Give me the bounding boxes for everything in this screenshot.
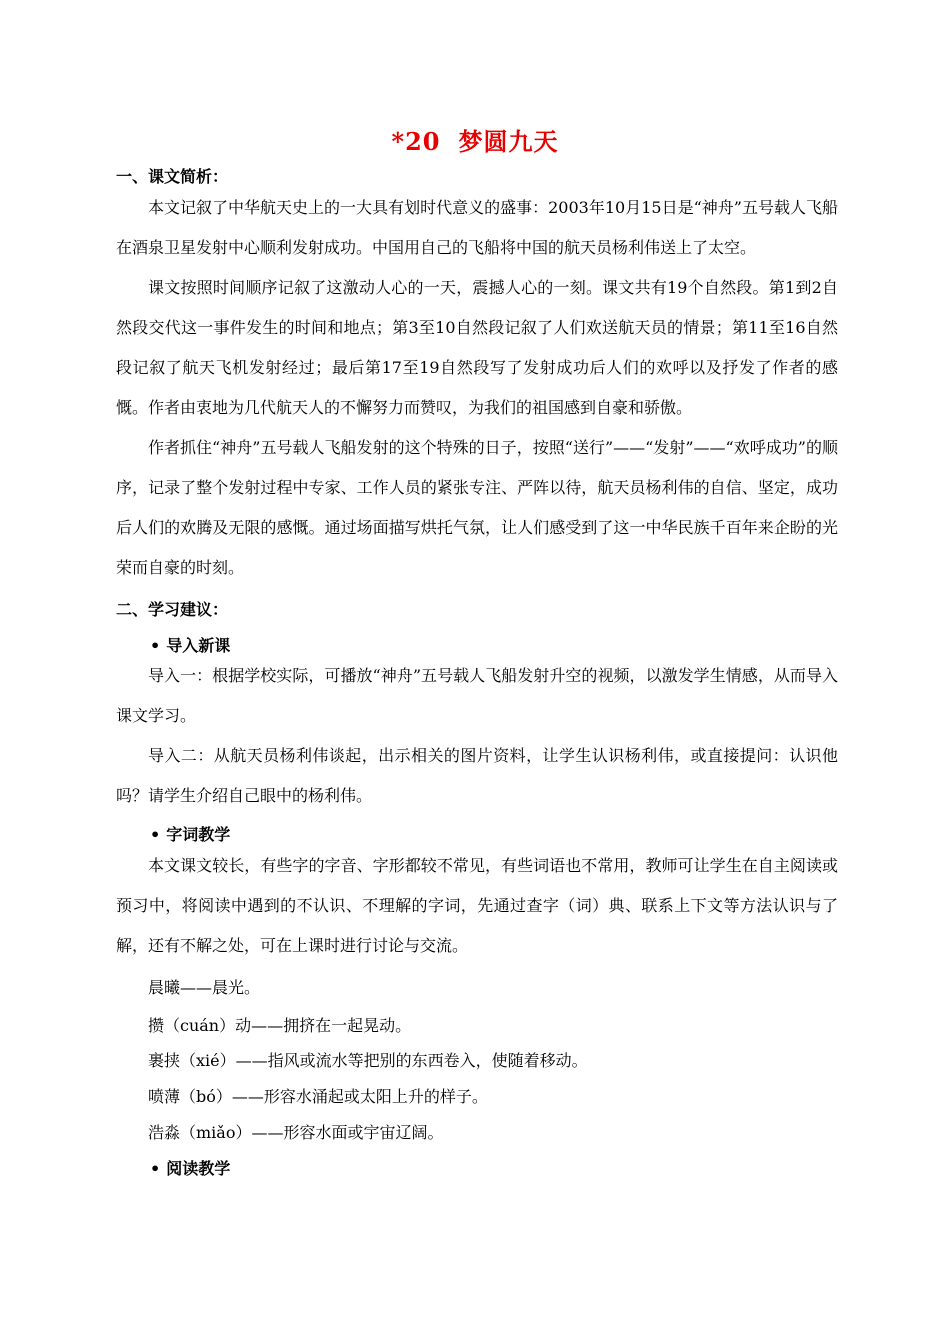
subheading-intro-label: 导入新课: [166, 636, 231, 655]
vocab-word: 攒（cuán）动——拥挤在一起晃动。: [148, 1016, 412, 1035]
vocab-word: 裹挟（xié）——指风或流水等把别的东西卷入，使随着移动。: [148, 1051, 588, 1070]
subheading-reading: [150, 1156, 230, 1179]
bullet-icon: •: [150, 825, 161, 844]
analysis-paragraph-3: 作者抓住“神舟”五号载人飞船发射的这个特殊的日子，按照“送行”——“发射”——“欢呼成功”的顺序，记录了整个发射过程中专家、工作人员的紧张专注、严阵以待，航天员杨利伟的自信、坚定，成功后人们的欢腾及无限的感慨。通过场面描写烘托气氛，让人们感受到了这一中华民族千百年来企盼的光荣而自豪的时刻。: [116, 438, 838, 577]
lesson-title: 梦圆九天: [458, 127, 559, 156]
lesson-number: *20: [391, 127, 441, 156]
analysis-paragraph-1: 本文记叙了中华航天史上的一大具有划时代意义的盛事：2003年10月15日是“神舟”五号载人飞船在酒泉卫星发射中心顺利发射成功。中国用自己的飞船将中国的航天员杨利伟送上了太空。: [116, 198, 838, 257]
vocab-word: 喷薄（bó）——形容水涌起或太阳上升的样子。: [148, 1087, 488, 1106]
vocab-paragraph: 本文课文较长，有些字的字音、字形都较不常见，有些词语也不常用，教师可让学生在自主阅读或预习中，将阅读中遇到的不认识、不理解的字词，先通过查字（词）典、联系上下文等方法认识与了解，还有不解之处，可在上课时进行讨论与交流。: [116, 856, 838, 955]
document-title: [0, 122, 950, 157]
subheading-vocab-label: 字词教学: [166, 825, 231, 844]
analysis-paragraph-2: 课文按照时间顺序记叙了这激动人心的一天，震撼人心的一刻。课文共有19个自然段。第1到2自然段交代这一事件发生的时间和地点；第3至10自然段记叙了人们欢送航天员的情景；第11至16自然段记叙了航天飞机发射经过；最后第17至19自然段写了发射成功后人们的欢呼以及抒发了作者的感慨。作者由衷地为几代航天人的不懈努力而赞叹，为我们的祖国感到自豪和骄傲。: [116, 278, 838, 417]
subheading-intro: [150, 633, 230, 656]
intro-method-2: 导入二：从航天员杨利伟谈起，出示相关的图片资料，让学生认识杨利伟，或直接提问：认识他吗？请学生介绍自己眼中的杨利伟。: [116, 746, 838, 805]
vocab-word: 浩淼（miǎo）——形容水面或宇宙辽阔。: [148, 1123, 444, 1142]
vocab-word: 晨曦——晨光。: [148, 978, 261, 997]
bullet-icon: •: [150, 1159, 161, 1178]
section-heading-analysis: 一、课文简析：: [116, 167, 229, 186]
subheading-reading-label: 阅读教学: [166, 1159, 231, 1178]
section-heading-suggestions: 二、学习建议：: [116, 600, 229, 619]
bullet-icon: •: [150, 636, 161, 655]
subheading-vocab: [150, 822, 230, 845]
intro-method-1: 导入一：根据学校实际，可播放“神舟”五号载人飞船发射升空的视频，以激发学生情感，从而导入课文学习。: [116, 666, 838, 725]
